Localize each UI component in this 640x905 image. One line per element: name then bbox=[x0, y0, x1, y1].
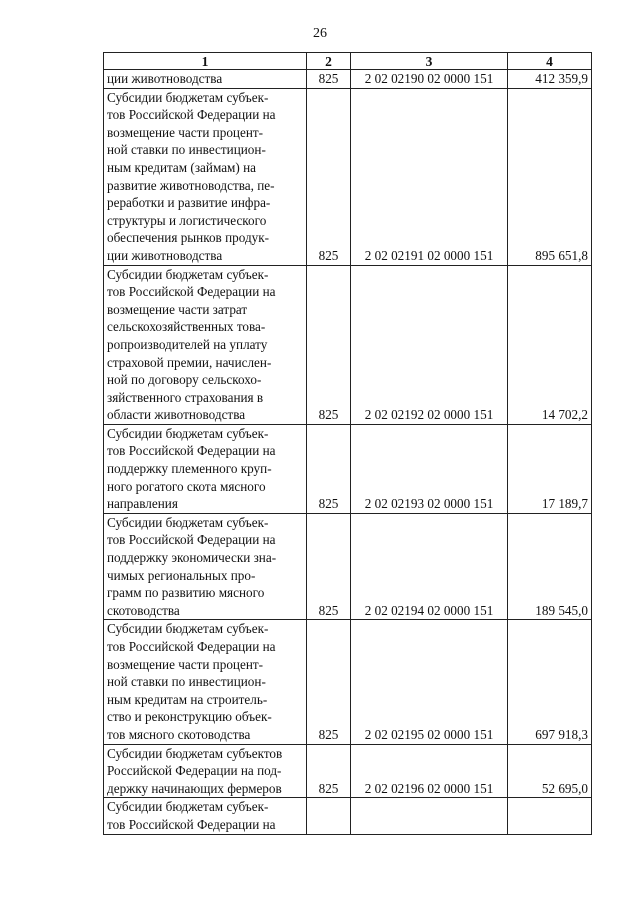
row-description bbox=[104, 88, 307, 265]
table-header-row bbox=[104, 53, 592, 70]
row-description bbox=[104, 424, 307, 513]
amount: 189 545,0 bbox=[508, 513, 592, 620]
description-line: структуры и логистического bbox=[107, 212, 267, 228]
description-line: тов Российской Федерации на bbox=[107, 443, 276, 459]
description-line: Российской Федерации на под- bbox=[107, 763, 282, 779]
table-row bbox=[104, 620, 592, 744]
table-row bbox=[104, 88, 592, 265]
description-line: зяйственного страхования в bbox=[107, 389, 264, 405]
row-description bbox=[104, 70, 307, 89]
table-row bbox=[104, 744, 592, 798]
row-description bbox=[104, 798, 307, 834]
description-line: страховой премии, начислен- bbox=[107, 354, 272, 370]
description-line: возмещение части процент- bbox=[107, 124, 264, 140]
table-row bbox=[104, 798, 592, 834]
admin-code: 825 bbox=[307, 424, 351, 513]
admin-code: 825 bbox=[307, 513, 351, 620]
description-line: ство и реконструкцию объек- bbox=[107, 709, 272, 725]
table-row bbox=[104, 70, 592, 89]
description-line: поддержку племенного круп- bbox=[107, 461, 272, 477]
description-line: развитие животноводства, пе- bbox=[107, 177, 275, 193]
description-line: области животноводства bbox=[107, 407, 246, 423]
description-line: тов Российской Федерации на bbox=[107, 107, 276, 123]
description-line: реработки и развитие инфра- bbox=[107, 195, 271, 211]
description-line: тов Российской Федерации на bbox=[107, 816, 276, 832]
budget-classification-code bbox=[351, 798, 508, 834]
description-line: тов мясного скотоводства bbox=[107, 726, 251, 742]
description-line: чимых региональных про- bbox=[107, 567, 256, 583]
column-header-2: 2 bbox=[307, 53, 351, 70]
description-line: поддержку экономически зна- bbox=[107, 550, 277, 566]
description-line: Субсидии бюджетам субъек- bbox=[107, 621, 269, 637]
table-row bbox=[104, 424, 592, 513]
budget-classification-code: 2 02 02193 02 0000 151 bbox=[351, 424, 508, 513]
amount bbox=[508, 798, 592, 834]
column-header-4: 4 bbox=[508, 53, 592, 70]
amount: 14 702,2 bbox=[508, 265, 592, 424]
description-line: грамм по развитию мясного bbox=[107, 585, 265, 601]
description-line: держку начинающих фермеров bbox=[107, 780, 282, 796]
row-description bbox=[104, 620, 307, 744]
description-line: тов Российской Федерации на bbox=[107, 284, 276, 300]
table-row bbox=[104, 265, 592, 424]
description-line: обеспечения рынков продук- bbox=[107, 230, 270, 246]
admin-code bbox=[307, 798, 351, 834]
description-line: ным кредитам на строитель- bbox=[107, 691, 268, 707]
amount: 17 189,7 bbox=[508, 424, 592, 513]
row-description bbox=[104, 744, 307, 798]
description-line: ной по договору сельскохо- bbox=[107, 372, 262, 388]
column-header-3: 3 bbox=[351, 53, 508, 70]
table-body bbox=[104, 70, 592, 835]
admin-code: 825 bbox=[307, 265, 351, 424]
budget-classification-code: 2 02 02194 02 0000 151 bbox=[351, 513, 508, 620]
amount: 697 918,3 bbox=[508, 620, 592, 744]
description-line: Субсидии бюджетам субъек- bbox=[107, 799, 269, 815]
description-line: Субсидии бюджетам субъек- bbox=[107, 89, 269, 105]
description-line: ного рогатого скота мясного bbox=[107, 478, 266, 494]
description-line: Субсидии бюджетам субъек- bbox=[107, 425, 269, 441]
admin-code: 825 bbox=[307, 744, 351, 798]
description-line: ной ставки по инвестицион- bbox=[107, 142, 266, 158]
description-line: тов Российской Федерации на bbox=[107, 639, 276, 654]
description-line: ции животноводства bbox=[107, 71, 223, 86]
budget-classification-code: 2 02 02190 02 0000 151 bbox=[351, 70, 508, 89]
description-line: ропроизводителей на уплату bbox=[107, 336, 268, 352]
admin-code: 825 bbox=[307, 70, 351, 89]
admin-code: 825 bbox=[307, 620, 351, 744]
amount: 52 695,0 bbox=[508, 744, 592, 798]
description-line: направления bbox=[107, 496, 178, 512]
table-row bbox=[104, 513, 592, 620]
description-line: ции животноводства bbox=[107, 247, 223, 263]
amount: 412 359,9 bbox=[508, 70, 592, 89]
description-line: ной ставки по инвестицион- bbox=[107, 674, 266, 690]
amount: 895 651,8 bbox=[508, 88, 592, 265]
column-header-1: 1 bbox=[104, 53, 307, 70]
admin-code: 825 bbox=[307, 88, 351, 265]
description-line: скотоводства bbox=[107, 602, 180, 618]
description-line: Субсидии бюджетам субъек- bbox=[107, 266, 269, 282]
row-description bbox=[104, 513, 307, 620]
description-line: возмещение части процент- bbox=[107, 656, 264, 672]
description-line: возмещение части затрат bbox=[107, 301, 248, 317]
budget-revenue-table bbox=[103, 52, 592, 835]
budget-classification-code: 2 02 02192 02 0000 151 bbox=[351, 265, 508, 424]
description-line: Субсидии бюджетам субъек- bbox=[107, 514, 269, 530]
page-number: 26 bbox=[313, 26, 327, 41]
row-description bbox=[104, 265, 307, 424]
description-line: Субсидии бюджетам субъектов bbox=[107, 745, 283, 761]
description-line: ным кредитам (займам) на bbox=[107, 159, 256, 175]
description-line: сельскохозяйственных това- bbox=[107, 319, 266, 335]
budget-classification-code: 2 02 02196 02 0000 151 bbox=[351, 744, 508, 798]
budget-classification-code: 2 02 02191 02 0000 151 bbox=[351, 88, 508, 265]
description-line: тов Российской Федерации на bbox=[107, 532, 276, 548]
budget-classification-code: 2 02 02195 02 0000 151 bbox=[351, 620, 508, 744]
